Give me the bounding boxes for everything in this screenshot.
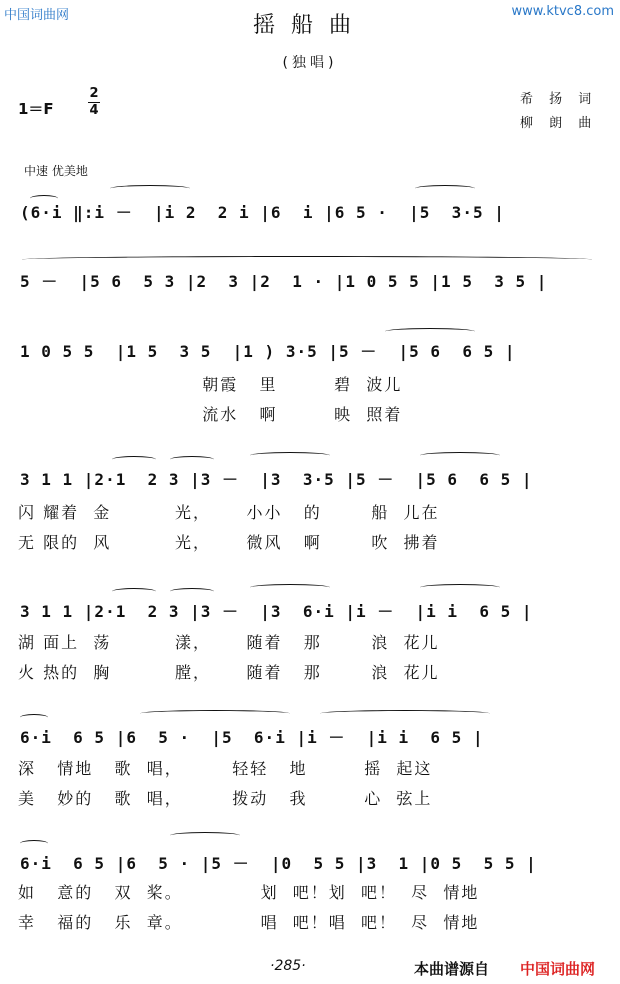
time-signature <box>88 87 100 118</box>
slur <box>250 584 330 591</box>
lyrics-line-6-verse-2: 美 妙的 歌 唱， 拨动 我 心 弦上 <box>18 789 433 808</box>
lyrics-line-6-verse-1: 深 情地 歌 唱， 轻轻 地 摇 起这 <box>18 759 433 778</box>
notes-line-3: 1 0 5 5 |1 5 3 5 |1 ) 3·5 |5 － |5 6 6 5 | <box>20 342 516 361</box>
score-line-5 <box>0 592 620 632</box>
slur <box>140 710 290 717</box>
source-label: 本曲谱源自 <box>414 960 490 978</box>
lyrics-line-3-verse-2: 流水 啊 映 照着 <box>18 405 403 424</box>
score-line-1 <box>0 193 620 233</box>
slur <box>170 832 240 839</box>
song-title: 摇船曲 <box>252 13 367 38</box>
source-site-link[interactable]: 中国词曲网 <box>520 960 596 978</box>
watermark-right[interactable]: www.ktvc8.com <box>511 4 614 19</box>
notes-line-2: 5 － |5 6 5 3 |2 3 |2 1 · |1 0 5 5 |1 5 3 5 | <box>20 272 548 291</box>
score-line-4 <box>0 460 620 500</box>
score-line-6 <box>0 718 620 758</box>
watermark-left: 中国词曲网 <box>4 8 70 23</box>
page-number: ·285· <box>270 958 306 974</box>
lyrics-line-7-verse-2: 幸 福的 乐 章。 唱 吧！唱 吧！ 尽 情地 <box>18 913 480 932</box>
score-line-3 <box>0 332 620 372</box>
lyrics-line-5-verse-2: 火 热的 胸 膛， 随着 那 浪 花儿 <box>18 663 440 682</box>
lyrics-line-5-verse-1: 湖 面上 荡 漾， 随着 那 浪 花儿 <box>18 633 440 652</box>
notes-line-5: 3 1 1 |2·1 2 3 |3 － |3 6·i |i － |i i 6 5 | <box>20 602 533 621</box>
notes-line-1: (6·i ‖:i － |i 2 2 i |6 i |6 5 · |5 3·5 | <box>20 203 505 222</box>
lyrics-line-3-verse-1: 朝霞 里 碧 波儿 <box>18 375 403 394</box>
composer-credit: 柳 朗 曲 <box>520 116 598 131</box>
tempo-marking: 中速 优美地 <box>24 164 88 178</box>
lyrics-line-7-verse-1: 如 意的 双 桨。 划 吧！划 吧！ 尽 情地 <box>18 883 480 902</box>
song-subtitle: (独唱) <box>282 55 338 71</box>
notes-line-6: 6·i 6 5 |6 5 · |5 6·i |i － |i i 6 5 | <box>20 728 484 747</box>
lyrics-line-4-verse-2: 无 限的 风 光， 微风 啊 吹 拂着 <box>18 533 440 552</box>
slur <box>415 185 475 192</box>
time-bottom: 4 <box>89 103 99 118</box>
slur <box>320 710 490 717</box>
key-signature: 1＝F <box>18 100 54 118</box>
lyricist-credit: 希 扬 词 <box>520 92 598 107</box>
score-line-2 <box>0 262 620 302</box>
slur <box>420 452 500 459</box>
lyrics-line-4-verse-1: 闪 耀着 金 光， 小小 的 船 儿在 <box>18 503 440 522</box>
notes-line-7: 6·i 6 5 |6 5 · |5 － |0 5 5 |3 1 |0 5 5 5 | <box>20 854 537 873</box>
slur <box>110 185 190 192</box>
slur <box>250 452 330 459</box>
slur <box>420 584 500 591</box>
score-line-7 <box>0 844 620 884</box>
time-top: 2 <box>89 86 99 101</box>
notes-line-4: 3 1 1 |2·1 2 3 |3 － |3 3·5 |5 － |5 6 6 5 | <box>20 470 533 489</box>
